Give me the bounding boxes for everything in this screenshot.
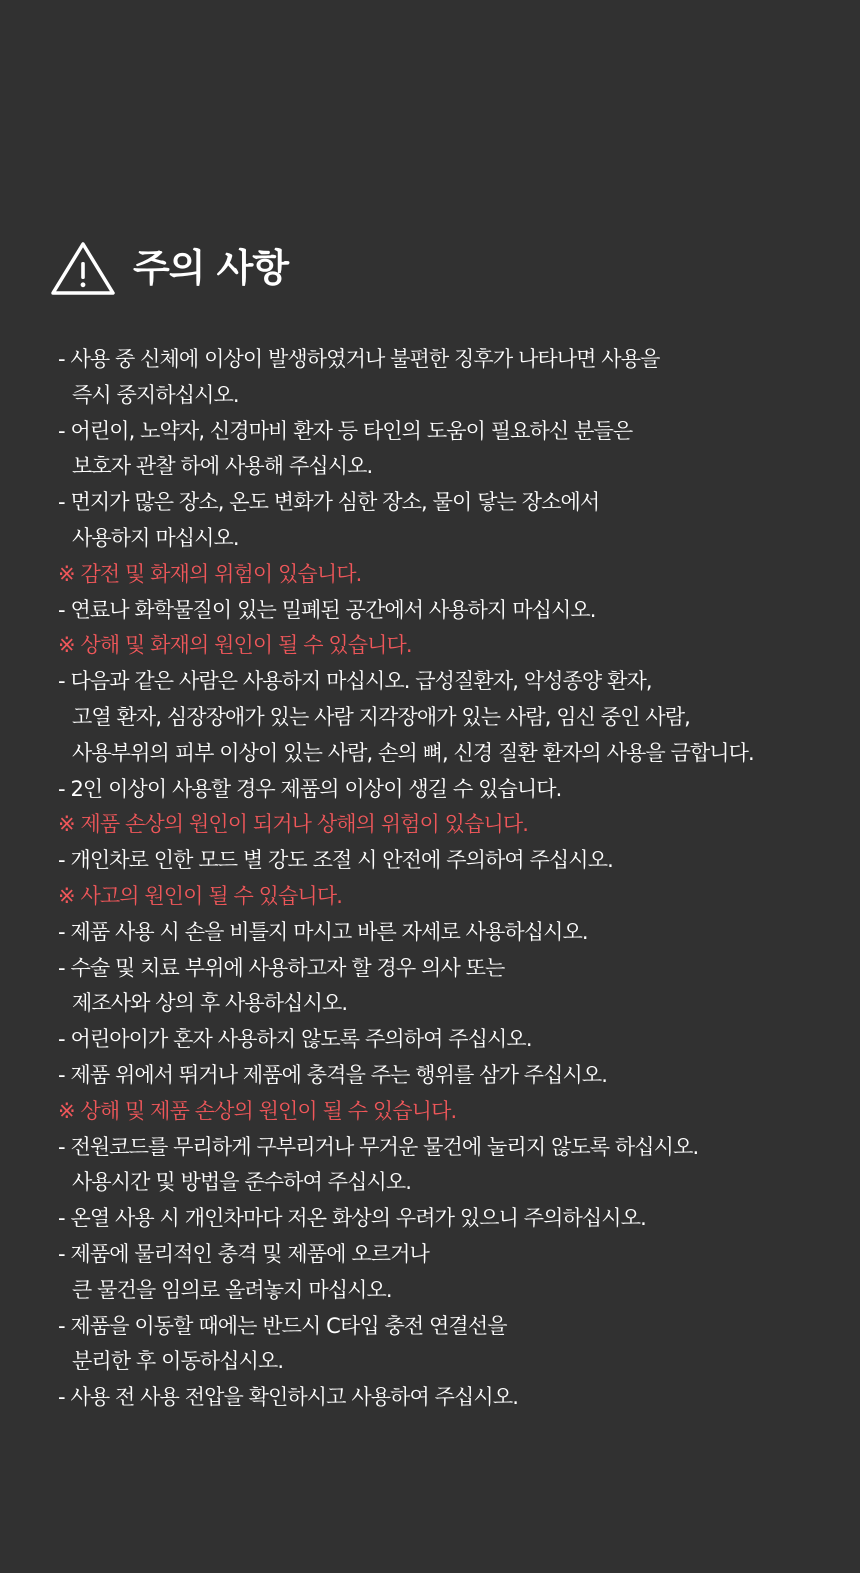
caution-item: - 제품에 물리적인 충격 및 제품에 오르거나 (58, 1241, 429, 1266)
caution-item: - 제품 위에서 뛰거나 제품에 충격을 주는 행위를 삼가 주십시오. (58, 1062, 608, 1087)
caution-item-continuation: 제조사와 상의 후 사용하십시오. (72, 991, 348, 1016)
caution-item-continuation: 분리한 후 이동하십시오. (72, 1349, 284, 1374)
caution-item: - 어린아이가 혼자 사용하지 않도록 주의하여 주십시오. (58, 1027, 532, 1052)
caution-item: - 제품 사용 시 손을 비틀지 마시고 바른 자세로 사용하십시오. (58, 919, 588, 944)
warning-note: ※ 사고의 원인이 될 수 있습니다. (58, 883, 342, 908)
warning-note: ※ 제품 손상의 원인이 되거나 상해의 위험이 있습니다. (58, 812, 529, 837)
caution-item-continuation: 사용하지 마십시오. (72, 525, 239, 550)
caution-item: - 전원코드를 무리하게 구부리거나 무거운 물건에 눌리지 않도록 하십시오. (58, 1134, 699, 1159)
caution-item-continuation: 즉시 중지하십시오. (72, 382, 239, 407)
caution-item: - 사용 전 사용 전압을 확인하시고 사용하여 주십시오. (58, 1385, 518, 1410)
warning-triangle-icon (50, 240, 116, 296)
caution-item: - 어린이, 노약자, 신경마비 환자 등 타인의 도움이 필요하신 분들은 (58, 418, 633, 443)
warning-note: ※ 상해 및 제품 손상의 원인이 될 수 있습니다. (58, 1098, 457, 1123)
caution-item: - 2인 이상이 사용할 경우 제품의 이상이 생길 수 있습니다. (58, 776, 562, 801)
caution-item: - 먼지가 많은 장소, 온도 변화가 심한 장소, 물이 닿는 장소에서 (58, 490, 600, 515)
caution-item: - 온열 사용 시 개인차마다 저온 화상의 우려가 있으니 주의하십시오. (58, 1206, 646, 1231)
caution-item-continuation: 큰 물건을 임의로 올려놓지 마십시오. (72, 1277, 392, 1302)
caution-item-continuation: 사용부위의 피부 이상이 있는 사람, 손의 뼈, 신경 질환 환자의 사용을 금합니다. (72, 740, 754, 765)
caution-item: - 다음과 같은 사람은 사용하지 마십시오. 급성질환자, 악성종양 환자, (58, 669, 652, 694)
caution-item-continuation: 사용시간 및 방법을 준수하여 주십시오. (72, 1170, 412, 1195)
caution-item: - 연료나 화학물질이 있는 밀폐된 공간에서 사용하지 마십시오. (58, 597, 596, 622)
page-title: 주의 사항 (133, 246, 289, 290)
caution-header (50, 240, 288, 296)
caution-item-continuation: 보호자 관찰 하에 사용해 주십시오. (72, 454, 373, 479)
caution-item-continuation: 고열 환자, 심장장애가 있는 사람 지각장애가 있는 사람, 임신 중인 사람, (72, 704, 690, 729)
caution-item: - 사용 중 신체에 이상이 발생하였거나 불편한 징후가 나타나면 사용을 (58, 347, 660, 371)
warning-note: ※ 감전 및 화재의 위험이 있습니다. (58, 561, 362, 586)
caution-item: - 제품을 이동할 때에는 반드시 C타입 충전 연결선을 (58, 1313, 507, 1338)
caution-list (58, 342, 848, 1416)
caution-item: - 개인차로 인한 모드 별 강도 조절 시 안전에 주의하여 주십시오. (58, 848, 613, 873)
caution-item: - 수술 및 치료 부위에 사용하고자 할 경우 의사 또는 (58, 955, 505, 980)
warning-note: ※ 상해 및 화재의 원인이 될 수 있습니다. (58, 633, 412, 658)
